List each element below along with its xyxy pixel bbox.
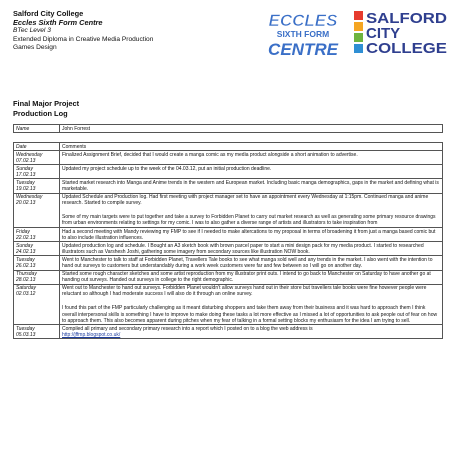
entry-date-cell <box>14 270 60 284</box>
entry-comment-text: Finalized Assignment Brief, decided that I would create a manga comic as my media product alongside a short animation to advertise. <box>62 151 358 158</box>
entry-comment-cell <box>60 228 443 242</box>
entry-date: 24.02.13 <box>16 248 36 255</box>
log-entry-row <box>14 270 443 284</box>
eccles-logo-line: CENTRE <box>268 40 338 59</box>
subject-name: Games Design <box>13 44 57 52</box>
log-entry-row <box>14 242 443 256</box>
entry-comment-cell <box>60 270 443 284</box>
entry-day: Tuesday <box>16 179 35 186</box>
production-log-table <box>13 142 443 339</box>
entry-comment-text: Had a second meeting with Mandy reviewing my FMP to see if I needed to make altercations to my proposal in terms of broadening it from just a manga based comic but to also include illustration influences. <box>62 228 436 241</box>
eccles-sixth-form-centre-logo <box>262 6 344 62</box>
entry-comment-text: Updated Schedule and Production log. Had first meeting with project manager set to have an appointment every Wednesday at 1:15pm. Continued manga and anime research. Started to compile survey. <box>62 194 429 207</box>
entry-date: 20.02.13 <box>16 200 36 207</box>
course-level: BTec Level 3 <box>13 27 51 35</box>
salford-logo-line: CITY <box>366 25 401 42</box>
entry-date-cell <box>14 228 60 242</box>
log-entry-row <box>14 179 443 193</box>
entry-comment-text: Started market research into Manga and Anime trends in the western and European market. Including basic manga demographics, gaps in the market and defining what is marketable. <box>62 179 439 193</box>
entry-day: Sunday <box>16 165 33 172</box>
name-table <box>13 124 443 133</box>
entry-comment-text: Started some rough character sketches and some artist reproduction from my illustrator print outs. I intend to go back to Manchester on Saturday to have another go at handing out surveys. Handed out surveys in college to the right demographic. <box>62 271 431 284</box>
log-entry-row <box>14 151 443 165</box>
entry-date-cell <box>14 242 60 256</box>
salford-logo-line: COLLEGE <box>366 40 447 57</box>
entry-day: Thursday <box>16 271 37 278</box>
entry-date: 26.02.13 <box>16 263 36 269</box>
salford-city-college-logo <box>352 8 448 58</box>
entry-date: 07.02.13 <box>16 157 36 164</box>
entry-date-cell <box>14 284 60 324</box>
entry-date: 05.03.13 <box>16 331 36 338</box>
entry-date: 17.02.13 <box>16 171 36 178</box>
entry-date-cell <box>14 165 60 179</box>
entry-date-cell <box>14 256 60 270</box>
entry-comment-text: Updated my project schedule up to the week of the 04.03.12, put an initial production deadline. <box>62 165 272 172</box>
project-title: Final Major Project <box>13 99 80 108</box>
log-entry-row <box>14 228 443 242</box>
entry-date: 22.02.13 <box>16 234 36 241</box>
entry-comment-text: Compiled all primary and secondary primary research into a report which I posted on to a blog the web address is <box>62 325 313 332</box>
salford-logo-line: SALFORD <box>366 10 448 27</box>
entry-comment-cell <box>60 179 443 193</box>
entry-day: Tuesday <box>16 256 35 263</box>
project-subtitle: Production Log <box>13 108 68 118</box>
diploma-name: Extended Diploma in Creative Media Production <box>13 35 154 43</box>
entry-date-cell <box>14 193 60 227</box>
date-column-header: Date <box>14 143 60 151</box>
project-heading <box>13 99 79 118</box>
production-log-body <box>14 143 443 339</box>
eccles-logo-line: ECCLES <box>268 11 338 30</box>
name-label: Name <box>14 125 60 133</box>
entry-date-cell <box>14 325 60 339</box>
entry-comment-text: Went out to Manchester to hand out surveys. Forbidden Planet wouldn't allow surveys hand out in their store but travellers tale books were fine however people were reluctant so although I had moderate success I will also do it through an online survey. <box>62 285 427 298</box>
entry-date: 19.02.13 <box>16 186 36 193</box>
entry-comment-cell <box>60 325 443 339</box>
entry-date-cell <box>14 179 60 193</box>
entry-date: 02.03.12 <box>16 291 36 298</box>
entry-date: 28.02.13 <box>16 277 36 284</box>
document-header <box>13 10 153 53</box>
entry-day: Wednesday <box>16 194 43 201</box>
entry-comment-text: Some of my main targets were to put together and take a survey to Forbidden Planet to carry out market research as well as generating some primary resource drawings from urban environments relating to settings for my comic. I was to also gather a diverse range of artists and illustrators to take inspiration from <box>62 214 436 227</box>
name-row <box>14 125 443 133</box>
entry-comment-cell <box>60 242 443 256</box>
college-name: Salford City College <box>13 9 84 18</box>
entry-comment-text: Went to Manchester to talk to staff at Forbidden Planet, Travellers Tale books to see what manga sold well and any trends in the market. I also went with the intention to hand out surveys to customers but understandably during a work week customers were far and few between so I will go on another day. <box>62 256 433 269</box>
blog-link[interactable]: http://jffmp.blogspot.co.uk/ <box>62 331 121 338</box>
paragraph-gap <box>62 206 440 214</box>
log-entry-row <box>14 165 443 179</box>
log-entry-row <box>14 284 443 324</box>
entry-comment-cell <box>60 284 443 324</box>
eccles-logo-line: SIXTH FORM <box>276 29 330 39</box>
log-entry-row <box>14 256 443 270</box>
log-entry-row <box>14 325 443 339</box>
entry-comment-cell <box>60 256 443 270</box>
entry-day: Friday <box>16 228 30 235</box>
entry-comment-text: Updated production log and schedule. I Bought an A3 sketch book with brown parcel paper to start a mini design pack for my media product. I started to researched illustrators such as Varshesh Joshi, gathering some imagery from secondary sources like illustration NOW book. <box>62 242 424 255</box>
entry-day: Tuesday <box>16 325 35 332</box>
entry-comment-cell <box>60 151 443 165</box>
log-header-row <box>14 143 443 151</box>
entry-comment-cell <box>60 193 443 227</box>
entry-comment-cell <box>60 165 443 179</box>
entry-day: Wednesday <box>16 151 43 158</box>
centre-name: Eccles Sixth Form Centre <box>13 17 103 27</box>
entry-comment-text: I found this part of the FMP particularly challenging as it meant disturbing shoppers and take them away from their business and it was hard to approach them I think overall interpersonal skills is something I have to improve to make doing these tasks a lot more effective as I missed a lot of opportunities to ask people out of fear on how to approach them. This also becomes apparent during pitches when my fear of talking in a formal setting blocks my enthusiasm for the idea I am trying to sell. <box>62 305 438 324</box>
paragraph-gap <box>62 297 440 305</box>
comments-column-header: Comments <box>60 143 443 151</box>
student-name: John Forrest <box>60 125 443 133</box>
entry-date-cell <box>14 151 60 165</box>
entry-day: Saturday <box>16 285 37 292</box>
log-entry-row <box>14 193 443 227</box>
entry-day: Sunday <box>16 242 33 249</box>
